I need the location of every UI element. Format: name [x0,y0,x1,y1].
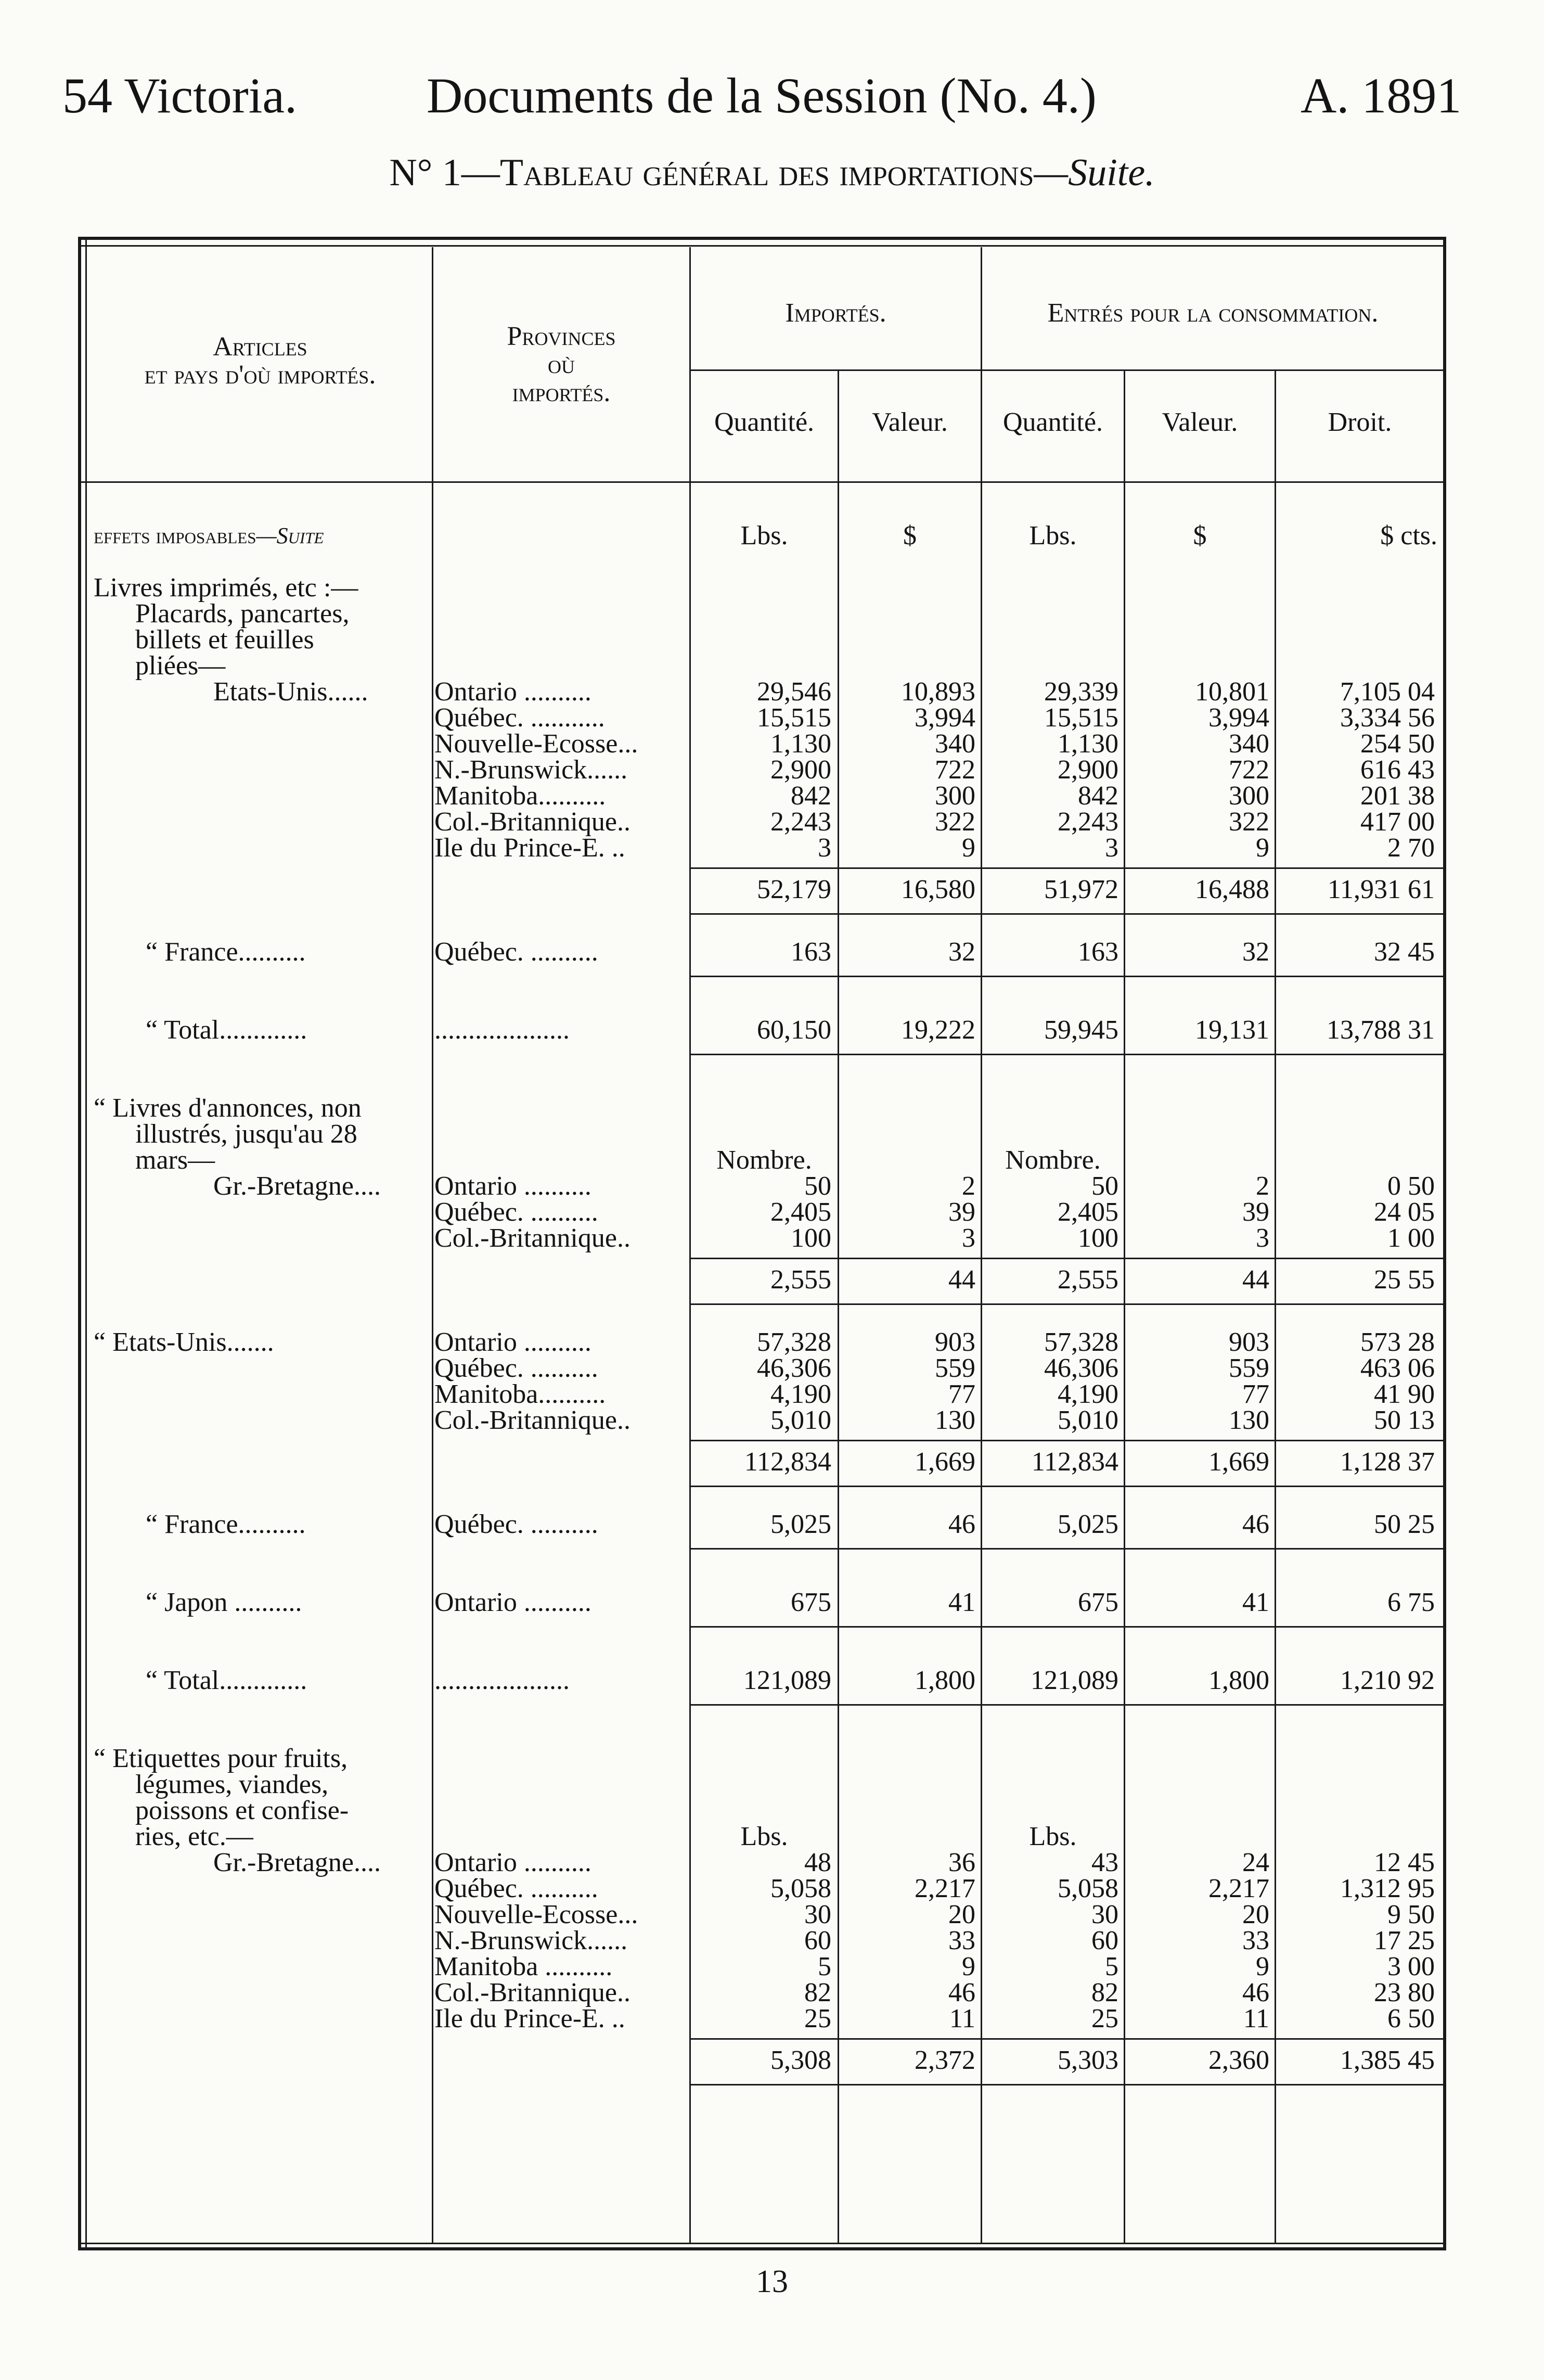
article-desc-4-0: “ Etats-Unis....... [94,1327,274,1357]
row-4-2-col3: 4,190 [1058,1379,1118,1409]
row-6-col5: 6 75 [1387,1588,1435,1617]
total-rule-4 [691,1486,1444,1487]
row-6-col2: 41 [948,1588,975,1617]
row-1-col2: 32 [948,937,975,967]
article-desc-3-1: illustrés, jusqu'au 28 [135,1119,357,1149]
province-3-1: Québec. .......... [434,1197,598,1227]
subtotal-rule-3 [691,1258,1444,1259]
article-desc-3-3: Gr.-Bretagne.... [213,1171,381,1201]
row-0-4-col1: 842 [791,781,831,811]
row-2-col5: 13,788 31 [1327,1015,1435,1045]
province-0-6: Ile du Prince-E. .. [434,833,625,863]
row-4-1-col3: 46,306 [1044,1353,1118,1383]
row-0-3-col1: 2,900 [770,755,831,785]
row-8-4-col1: 5 [818,1952,831,1981]
article-desc-8-2: poissons et confise- [135,1796,349,1825]
row-5-col5: 50 25 [1374,1509,1435,1539]
row-4-3-col4: 130 [1229,1405,1269,1435]
row-8-6-col4: 11 [1243,2004,1269,2033]
row-4-3-col5: 50 13 [1374,1405,1435,1435]
row-0-0-col1: 29,546 [757,677,831,707]
row-0-5-col4: 322 [1229,807,1269,837]
row-3-1-col1: 2,405 [770,1197,831,1227]
province-0-3: N.-Brunswick...... [434,755,628,785]
row-8-6-col2: 11 [949,2004,975,2033]
row-rule-7 [691,1704,1444,1706]
row-4-1-col1: 46,306 [757,1353,831,1383]
row-0-4-col4: 300 [1229,781,1269,811]
row-8-3-col1: 60 [804,1926,831,1955]
row-0-3-col4: 722 [1229,755,1269,785]
row-4-1-col4: 559 [1229,1353,1269,1383]
total-8-col5: 1,385 45 [1340,2045,1435,2075]
import-table [78,237,1446,2250]
row-4-3-col1: 5,010 [770,1405,831,1435]
total-4-col1: 112,834 [744,1447,831,1477]
row-8-1-col3: 5,058 [1058,1874,1118,1903]
total-3-col1: 2,555 [770,1265,831,1295]
row-7-col4: 1,800 [1208,1666,1269,1695]
header-val-entered: Valeur. [1162,407,1238,437]
row-5-col1: 5,025 [770,1509,831,1539]
row-8-5-col4: 46 [1242,1978,1269,2007]
province-7: .................... [434,1666,570,1695]
row-0-3-col2: 722 [935,755,975,785]
unit-val-imported: $ [903,521,917,551]
province-0-0: Ontario .......... [434,677,591,707]
total-4-col4: 1,669 [1208,1447,1269,1477]
article-desc-0-0: Livres imprimés, etc :— [94,573,358,603]
row-4-1-col2: 559 [935,1353,975,1383]
row-6-col3: 675 [1078,1588,1118,1617]
province-8-3: N.-Brunswick...... [434,1926,628,1955]
row-0-6-col3: 3 [1105,833,1118,863]
row-8-6-col1: 25 [804,2004,831,2033]
article-desc-6: “ Japon .......... [146,1588,302,1617]
row-6-col4: 41 [1242,1588,1269,1617]
province-8-5: Col.-Britannique.. [434,1978,631,2007]
top-rule-2 [78,245,1446,247]
header-provinces-line2: où [548,350,575,379]
article-desc-5: “ France.......... [146,1509,306,1539]
article-desc-0-3: pliées— [135,651,226,681]
unit-qty-imported: Lbs. [740,521,788,551]
row-0-5-col1: 2,243 [770,807,831,837]
header-provinces [433,323,689,407]
row-5-col4: 46 [1242,1509,1269,1539]
total-4-col2: 1,669 [915,1447,975,1477]
header-qty-entered: Quantité. [1002,407,1103,437]
row-0-1-col3: 15,515 [1044,703,1118,733]
province-4-0: Ontario .......... [434,1327,591,1357]
total-8-col2: 2,372 [915,2045,975,2075]
row-3-0-col5: 0 50 [1387,1171,1435,1201]
province-5: Québec. .......... [434,1509,598,1539]
session-label: 54 Victoria. [62,68,298,123]
province-8-4: Manitoba .......... [434,1952,613,1981]
documents-title: Documents de la Session (No. 4.) [427,68,1097,123]
row-rule-1 [691,976,1444,977]
right-border [1443,237,1446,2250]
row-3-0-col4: 2 [1256,1171,1269,1201]
unit-val-entered: $ [1193,521,1207,551]
row-8-4-col5: 3 00 [1387,1952,1435,1981]
top-rule [78,237,1446,240]
row-4-3-col2: 130 [935,1405,975,1435]
row-0-2-col5: 254 50 [1360,729,1435,759]
row-0-2-col3: 1,130 [1058,729,1118,759]
row-2-col2: 19,222 [901,1015,975,1045]
row-3-0-col3: 50 [1091,1171,1118,1201]
header-provinces-line1: Provinces [507,322,616,351]
row-0-0-col5: 7,105 04 [1340,677,1435,707]
row-0-6-col2: 9 [962,833,975,863]
table-number: N° 1— [389,151,500,194]
row-0-3-col3: 2,900 [1058,755,1118,785]
row-8-4-col4: 9 [1256,1952,1269,1981]
row-0-6-col4: 9 [1256,833,1269,863]
total-3-col2: 44 [948,1265,975,1295]
row-0-1-col1: 15,515 [757,703,831,733]
row-8-2-col5: 9 50 [1387,1900,1435,1929]
row-2-col4: 19,131 [1195,1015,1269,1045]
total-8-col3: 5,303 [1058,2045,1118,2075]
province-8-0: Ontario .......... [434,1848,591,1877]
row-0-2-col4: 340 [1229,729,1269,759]
row-4-0-col2: 903 [935,1327,975,1357]
row-3-2-col3: 100 [1078,1223,1118,1253]
total-3-col4: 44 [1242,1265,1269,1295]
header-val-imported: Valeur. [872,407,948,437]
header-imported: Importés. [785,298,886,328]
row-3-1-col5: 24 05 [1374,1197,1435,1227]
row-4-0-col5: 573 28 [1360,1327,1435,1357]
article-desc-8-0: “ Etiquettes pour fruits, [94,1744,348,1773]
row-0-4-col5: 201 38 [1360,781,1435,811]
province-4-2: Manitoba.......... [434,1379,606,1409]
row-0-5-col2: 322 [935,807,975,837]
row-0-1-col2: 3,994 [915,703,975,733]
total-0-col4: 16,488 [1195,875,1269,904]
row-8-3-col4: 33 [1242,1926,1269,1955]
total-rule-8 [691,2084,1444,2085]
row-rule-5 [691,1548,1444,1550]
row-5-col2: 46 [948,1509,975,1539]
row-4-2-col5: 41 90 [1374,1379,1435,1409]
row-4-0-col4: 903 [1229,1327,1269,1357]
article-desc-8-1: légumes, viandes, [135,1770,329,1799]
unit-qty-entered: Lbs. [1029,521,1077,551]
total-3-col3: 2,555 [1058,1265,1118,1295]
row-5-col3: 5,025 [1058,1509,1118,1539]
province-4-1: Québec. .......... [434,1353,598,1383]
table-name: Tableau général des importations [499,151,1034,194]
subtotal-rule-0 [691,867,1444,869]
row-4-2-col4: 77 [1242,1379,1269,1409]
row-3-2-col1: 100 [791,1223,831,1253]
row-8-5-col1: 82 [804,1978,831,2007]
unit-duty: $ cts. [1380,521,1437,551]
article-desc-7: “ Total............. [146,1666,307,1695]
row-8-1-col1: 5,058 [770,1874,831,1903]
article-desc-0-1: Placards, pancartes, [135,599,350,629]
row-0-0-col4: 10,801 [1195,677,1269,707]
row-8-0-col2: 36 [948,1848,975,1877]
row-4-3-col3: 5,010 [1058,1405,1118,1435]
col-rule-1 [432,247,433,2243]
row-3-2-col5: 1 00 [1387,1223,1435,1253]
page-number: 13 [756,2264,788,2299]
row-2-col1: 60,150 [757,1015,831,1045]
row-0-2-col1: 1,130 [770,729,831,759]
unit-qty-imported-3: Nombre. [716,1145,812,1175]
article-desc-0-4: Etats-Unis...... [213,677,368,707]
row-1-col4: 32 [1242,937,1269,967]
province-0-5: Col.-Britannique.. [434,807,631,837]
row-4-2-col2: 77 [948,1379,975,1409]
province-1: Québec. .......... [434,937,598,967]
row-0-3-col5: 616 43 [1360,755,1435,785]
row-8-0-col1: 48 [804,1848,831,1877]
row-8-5-col3: 82 [1091,1978,1118,2007]
row-6-col1: 675 [791,1588,831,1617]
row-8-1-col2: 2,217 [915,1874,975,1903]
row-7-col2: 1,800 [915,1666,975,1695]
article-desc-8-3: ries, etc.— [135,1822,253,1851]
year-label: A. 1891 [1301,68,1462,123]
header-qty-imported: Quantité. [714,407,815,437]
row-rule-6 [691,1626,1444,1628]
row-0-2-col2: 340 [935,729,975,759]
row-8-0-col3: 43 [1091,1848,1118,1877]
article-desc-2: “ Total............. [146,1015,307,1045]
province-3-2: Col.-Britannique.. [434,1223,631,1253]
province-2: .................... [434,1015,570,1045]
total-0-col2: 16,580 [901,875,975,904]
row-0-1-col4: 3,994 [1208,703,1269,733]
article-desc-8-4: Gr.-Bretagne.... [213,1848,381,1877]
article-desc-3-2: mars— [135,1145,215,1175]
header-articles-line2: et pays d'où importés. [144,360,376,390]
row-1-col1: 163 [791,937,831,967]
row-rule-2 [691,1054,1444,1055]
row-0-6-col1: 3 [818,833,831,863]
province-0-4: Manitoba.......... [434,781,606,811]
row-1-col3: 163 [1078,937,1118,967]
bottom-rule-2 [78,2247,1446,2250]
province-6: Ontario .......... [434,1588,591,1617]
subtotal-rule-8 [691,2038,1444,2040]
row-8-1-col4: 2,217 [1208,1874,1269,1903]
row-0-4-col3: 842 [1078,781,1118,811]
section-label-suite: —Suite [256,523,324,548]
province-0-1: Québec. ........... [434,703,605,733]
row-8-3-col3: 60 [1091,1926,1118,1955]
row-3-1-col3: 2,405 [1058,1197,1118,1227]
row-8-2-col1: 30 [804,1900,831,1929]
header-mid-rule [689,369,1444,371]
row-8-4-col3: 5 [1105,1952,1118,1981]
row-0-5-col5: 417 00 [1360,807,1435,837]
row-0-0-col2: 10,893 [901,677,975,707]
row-0-0-col3: 29,339 [1044,677,1118,707]
total-4-col5: 1,128 37 [1340,1447,1435,1477]
province-8-2: Nouvelle-Ecosse... [434,1900,638,1929]
row-1-col5: 32 45 [1374,937,1435,967]
bottom-rule [78,2243,1446,2244]
table-title [0,151,1544,195]
row-8-2-col3: 30 [1091,1900,1118,1929]
row-3-0-col1: 50 [804,1171,831,1201]
row-8-0-col4: 24 [1242,1848,1269,1877]
province-3-0: Ontario .......... [434,1171,591,1201]
row-0-1-col5: 3,334 56 [1340,703,1435,733]
total-rule-0 [691,913,1444,915]
row-2-col3: 59,945 [1044,1015,1118,1045]
province-8-6: Ile du Prince-E. .. [434,2004,625,2033]
header-duty: Droit. [1328,407,1392,437]
total-3-col5: 25 55 [1374,1265,1435,1295]
row-4-2-col1: 4,190 [770,1379,831,1409]
row-8-3-col2: 33 [948,1926,975,1955]
left-border-2 [85,237,87,2250]
row-4-0-col3: 57,328 [1044,1327,1118,1357]
province-4-3: Col.-Britannique.. [434,1405,631,1435]
header-entered: Entrés pour la consommation. [1047,298,1379,328]
total-8-col4: 2,360 [1208,2045,1269,2075]
header-provinces-line3: importés. [512,378,611,407]
header-bottom-rule [78,481,1446,483]
row-3-1-col4: 39 [1242,1197,1269,1227]
row-4-0-col1: 57,328 [757,1327,831,1357]
left-border [78,237,81,2250]
row-7-col3: 121,089 [1031,1666,1118,1695]
row-8-1-col5: 1,312 95 [1340,1874,1435,1903]
row-8-2-col4: 20 [1242,1900,1269,1929]
row-8-3-col5: 17 25 [1374,1926,1435,1955]
total-0-col1: 52,179 [757,875,831,904]
article-desc-1: “ France.......... [146,937,306,967]
article-desc-3-0: “ Livres d'annonces, non [94,1093,362,1123]
row-8-0-col5: 12 45 [1374,1848,1435,1877]
row-8-5-col2: 46 [948,1978,975,2007]
row-4-1-col5: 463 06 [1360,1353,1435,1383]
page-header [0,0,1544,198]
row-7-col5: 1,210 92 [1340,1666,1435,1695]
row-0-4-col2: 300 [935,781,975,811]
row-3-2-col2: 3 [962,1223,975,1253]
header-articles [88,333,432,389]
subtotal-rule-4 [691,1440,1444,1441]
row-8-5-col5: 23 80 [1374,1978,1435,2007]
province-0-2: Nouvelle-Ecosse... [434,729,638,759]
total-rule-3 [691,1303,1444,1305]
row-0-6-col5: 2 70 [1387,833,1435,863]
total-0-col5: 11,931 61 [1327,875,1435,904]
row-8-4-col2: 9 [962,1952,975,1981]
row-7-col1: 121,089 [743,1666,831,1695]
section-label [94,523,324,549]
province-8-1: Québec. .......... [434,1874,598,1903]
row-3-0-col2: 2 [962,1171,975,1201]
row-3-2-col4: 3 [1256,1223,1269,1253]
section-label-text: effets imposables [94,523,256,548]
row-3-1-col2: 39 [948,1197,975,1227]
unit-qty-entered-8: Lbs. [1029,1822,1077,1851]
row-8-6-col5: 6 50 [1387,2004,1435,2033]
total-0-col3: 51,972 [1044,875,1118,904]
header-articles-line1: Articles [213,332,307,362]
article-desc-0-2: billets et feuilles [135,625,314,655]
row-0-5-col3: 2,243 [1058,807,1118,837]
row-8-2-col2: 20 [948,1900,975,1929]
table-suite: —Suite. [1034,151,1155,194]
unit-qty-imported-8: Lbs. [740,1822,788,1851]
total-4-col3: 112,834 [1031,1447,1118,1477]
unit-qty-entered-3: Nombre. [1005,1145,1101,1175]
row-8-6-col3: 25 [1091,2004,1118,2033]
total-8-col1: 5,308 [770,2045,831,2075]
